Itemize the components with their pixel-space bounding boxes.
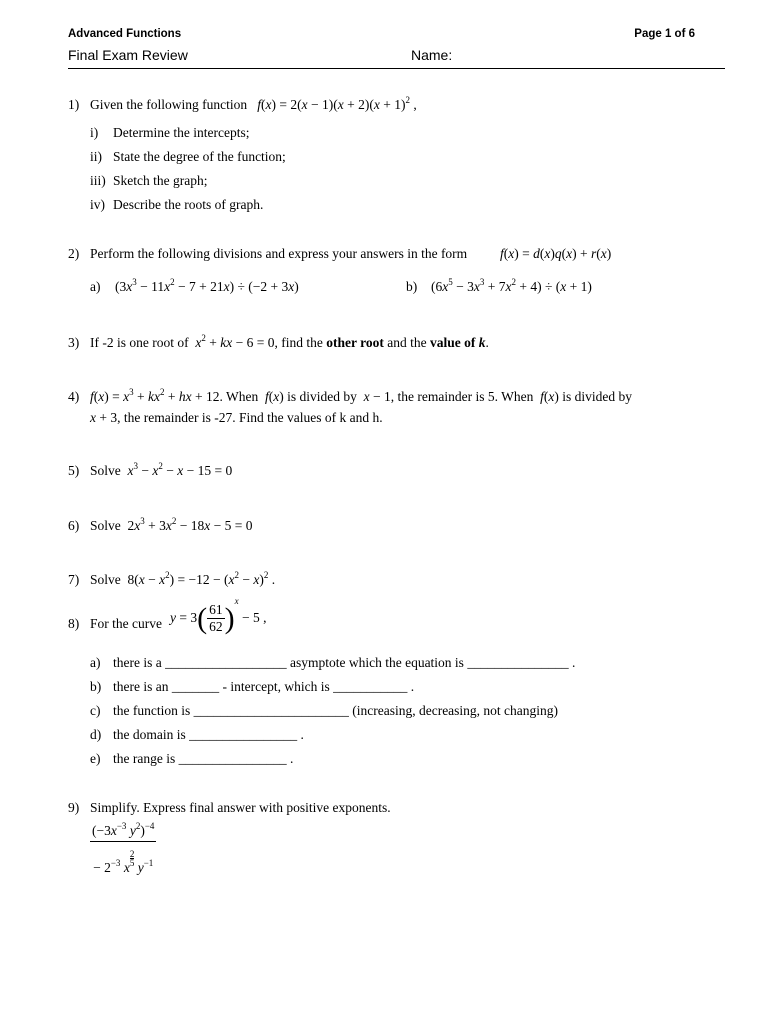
math-expression: x + 3	[90, 410, 118, 425]
fraction-numerator: ($-3x^{-3}$ $y^2)^{-4}$	[90, 823, 156, 842]
name-label: Name:	[411, 47, 453, 63]
question-text-part: Given the following function	[90, 97, 248, 112]
question-text	[90, 97, 417, 113]
subpart-label: iv)	[90, 197, 105, 212]
question-number: 3)	[68, 335, 80, 350]
math-expression: $f(x) = 2(x - 1)(x + 2)(x + 1)^2$ ,	[257, 95, 417, 112]
math-fraction	[90, 823, 156, 876]
math-expression: x − 1	[363, 389, 391, 404]
page-number: Page 1 of 6	[634, 28, 695, 40]
question-text-part: is divided by	[287, 389, 357, 404]
header-rule	[68, 68, 725, 69]
question-number: 1)	[68, 97, 80, 112]
subpart-label: e)	[90, 751, 101, 766]
course-title: Advanced Functions	[68, 28, 182, 40]
math-expression: $(3x^3 - 11x^2 - 7 + 21x) \div (-2 + 3x)$	[115, 277, 299, 294]
subpart-label: ii)	[90, 149, 102, 164]
question-text-part: Solve	[90, 463, 121, 478]
question-text-part: , the remainder is -27. Find the values of k and h.	[117, 410, 383, 425]
math-expression: f(x)	[264, 389, 284, 404]
fraction-denominator: 62	[209, 619, 223, 635]
subpart-text: State the degree of the function;	[113, 149, 286, 164]
question-number: 2)	[68, 246, 80, 261]
subpart-label: a)	[90, 279, 101, 294]
subpart-text: Describe the roots of graph.	[113, 197, 264, 212]
subpart-label: iii)	[90, 173, 106, 188]
question-number: 6)	[68, 518, 80, 533]
math-expression: $x^2$ + kx − 6 = 0	[195, 333, 275, 350]
question-number: 4)	[68, 389, 80, 404]
question-text-part: . When	[219, 389, 259, 404]
question-text-continued	[90, 410, 383, 426]
question-text-part: If -2 is one root of	[90, 335, 189, 350]
fill-in-blank-text: there is a __________________ asymptote which the equation is _______________ .	[113, 655, 576, 670]
subpart-label: c)	[90, 703, 101, 718]
math-expression: $(6x^5 - 3x^3 + 7x^2 + 4) \div (x + 1)$	[431, 277, 592, 294]
subpart-text: Determine the intercepts;	[113, 125, 250, 140]
question-text	[90, 389, 632, 405]
fraction-denominator: − $2^{-3}$ x $\frac{2}{5}$ $y^{-1}$	[93, 849, 154, 875]
question-number: 9)	[68, 800, 80, 815]
question-text-part: , the remainder is 5. When	[390, 389, 534, 404]
fraction-numerator: 61	[209, 602, 223, 618]
question-text	[90, 518, 253, 534]
math-expression: y = 3( $\frac{61}{62}$ )$^x$ − 5 ,	[170, 596, 267, 635]
question-number: 5)	[68, 463, 80, 478]
question-text: If -2 is one root of $x^2$ + kx − 6 = 0, find the other root and the value of k.	[90, 333, 489, 350]
fill-in-blank-text: there is an _______ - intercept, which is ___________ .	[113, 679, 415, 694]
document-title: Final Exam Review	[68, 47, 188, 63]
math-expression: $2x^3 + 3x^2 - 18x - 5 = 0$	[124, 516, 253, 533]
question-text-part: and the	[387, 335, 427, 350]
subpart-label: d)	[90, 727, 102, 742]
subpart-label: b)	[90, 679, 102, 694]
subpart-label: a)	[90, 655, 101, 670]
emphasis-text: value of	[429, 335, 476, 350]
math-expression: $f(x) = x^3 + kx^2$ + hx + 12	[90, 387, 220, 404]
question-text-part: Solve	[90, 518, 121, 533]
question-text-part: , find the	[274, 335, 323, 350]
question-number: 8)	[68, 616, 80, 631]
subpart-label: b)	[406, 279, 418, 294]
subpart-text: Sketch the graph;	[113, 173, 208, 188]
question-text: Simplify. Express final answer with positive exponents.	[90, 800, 391, 815]
emphasis-text: other root	[326, 335, 384, 350]
fill-in-blank-text: the range is ________________ .	[113, 751, 294, 766]
subpart-label: i)	[90, 125, 99, 140]
fill-in-blank-text: the domain is ________________ .	[113, 727, 304, 742]
question-text-part: is divided by	[562, 389, 632, 404]
question-text	[90, 463, 232, 479]
question-text-part: Solve	[90, 572, 121, 587]
math-expression: f(x)	[540, 389, 559, 404]
question-text	[90, 572, 275, 588]
math-expression: $8(x - x^2) = -12 - (x^2 - x)^2$ .	[124, 570, 276, 587]
question-text: Perform the following divisions and express your answers in the form	[90, 246, 468, 261]
question-number: 7)	[68, 572, 80, 587]
fill-in-blank-text: the function is _______________________ (increasing, decreasing, not changing)	[113, 703, 559, 718]
question-text: For the curve	[90, 616, 162, 631]
math-expression: f(x) = d(x)q(x) + r(x)	[500, 246, 612, 261]
math-expression: $x^3 - x^2 - x - 15 = 0$	[127, 461, 233, 478]
